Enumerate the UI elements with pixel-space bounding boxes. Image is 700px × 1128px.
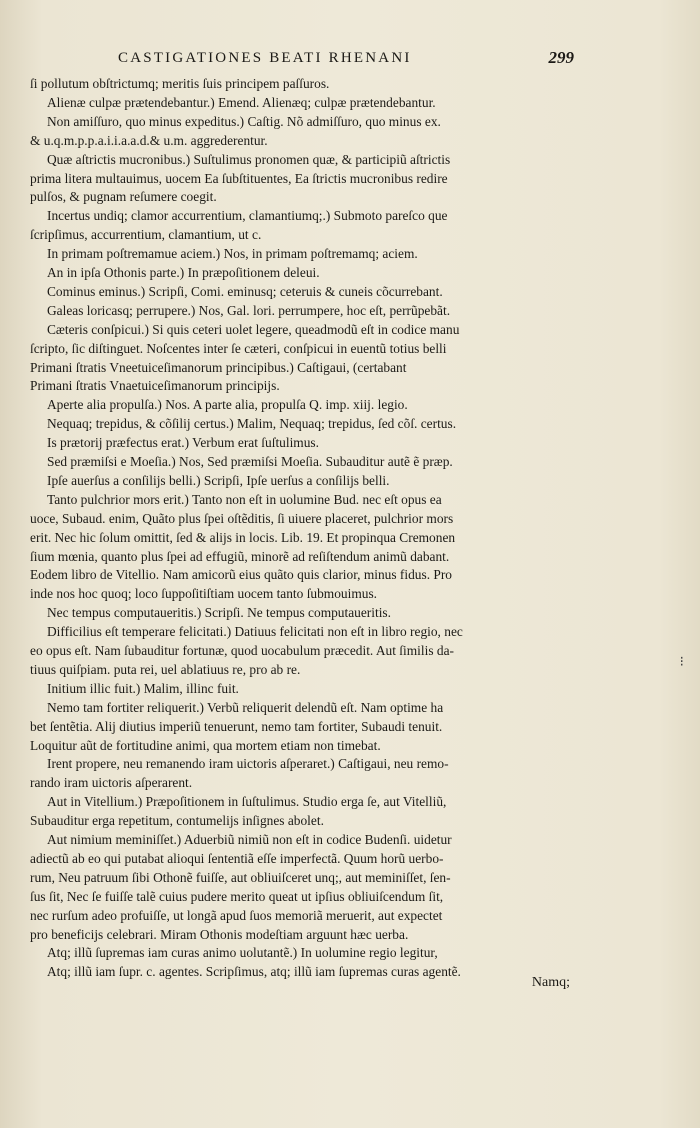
- text-line: ſi pollutum obſtrictumq; meritis ſuis principem paſſuros.: [30, 76, 330, 91]
- text-line: Is prætoriј præfectus erat.) Verbum erat ſuſtulimus.: [47, 435, 319, 451]
- text-line: Cominus eminus.) Scripſi, Comi. eminusq; ceteruis & cuneis cõcurrebant.: [47, 283, 443, 299]
- text-line: Initium illic fuit.) Malim, illinc fuit.: [47, 680, 239, 696]
- text-line: nec rurſum adeo profuiſſe, ut longã apud ſuos memoriã meruerit, aut expectet: [30, 907, 443, 923]
- catchword: Namq;: [531, 975, 570, 990]
- margin-mark: ⁝: [679, 655, 684, 670]
- text-line: tiuus quiſpiam. puta rei, uel ablatiuus re, pro ab re.: [30, 661, 301, 677]
- text-line: Primani ſtratis Vneetuiceſimanorum principibus.) Caſtigaui, (certabant: [30, 359, 407, 375]
- text-line: Nequaq; trepidus, & cõſiliј certus.) Malim, Nequaq; trepidus, ſed cõſ. certus.: [47, 416, 457, 432]
- page-header: [118, 48, 574, 72]
- text-line: pulſos, & pugnam reſumere coegit.: [30, 189, 217, 205]
- text-line: Non amiſſuro, quo minus expeditus.) Caſtig. Nõ admiſſuro, quo minus ex.: [47, 113, 441, 129]
- text-line: Irent propere, neu remanendo iram uictoris aſperaret.) Caſtigaui, neu remo-: [47, 756, 449, 772]
- text-line: Galeas loricasq; perrupere.) Nos, Gal. lori. perrumpere, hoc eſt, perrũpebãt.: [47, 302, 451, 318]
- text-line: Alienæ culpæ prætendebantur.) Emend. Alienæq; culpæ prætendebantur.: [47, 94, 436, 110]
- text-line: ſcripto, ſic diſtinguet. Noſcentes inter ſe cæteri, conſpicui in euentũ totius belli: [30, 340, 447, 356]
- text-line: & u.q.m.p.p.a.i.i.a.a.d.& u.m. aggrederentur.: [30, 132, 268, 148]
- text-line: Primani ſtratis Vnaetuiceſimanorum principiјs.: [30, 378, 280, 394]
- text-line: Quæ aſtrictis mucronibus.) Suſtulimus pronomen quæ, & participiũ aſtrictis: [47, 151, 451, 167]
- text-line: ſus ſit, Nec ſe fuiſſe talẽ cuius pudere merito queat ut ipſius obliuiſcendum ſit,: [30, 888, 444, 904]
- text-line: Tanto pulchrior mors erit.) Tanto non eſt in uolumine Bud. nec eſt opus ea: [47, 491, 442, 507]
- text-line: Aperte alia propulſa.) Nos. A parte alia, propulſa Q. imp. xiiј. legio.: [47, 397, 408, 413]
- text-line: In primam poſtremamue aciem.) Nos, in primam poſtremamq; aciem.: [47, 246, 418, 262]
- text-line: Loquitur aũt de fortitudine animi, qua mortem etiam non timebat.: [30, 737, 381, 753]
- page-number: 299: [548, 48, 574, 67]
- text-line: ſcripſimus, accurrentium, clamantium, ut c.: [30, 227, 262, 243]
- text-line: Aut nimium meminiſſet.) Aduerbiũ nimiũ non eſt in codice Budenſi. uidetur: [47, 832, 452, 847]
- text-line: Atq; illũ ſupremas iam curas animo uolutantẽ.) In uolumine regio legitur,: [47, 945, 438, 961]
- running-head: CASTIGATIONES BEATI RHENANI: [118, 50, 412, 66]
- text-line: Cæteris conſpicui.) Si quis ceteri uolet legere, queadmodũ eſt in codice manu: [47, 321, 460, 337]
- text-line: Subauditur erga repetitum, contumeliјs inſignes abolet.: [30, 813, 324, 829]
- text-line: eo opus eſt. Nam ſubauditur fortunæ, quod uocabulum præcedit. Aut ſimilis da-: [30, 643, 454, 658]
- text-line: Eodem libro de Vitellio. Nam amicorũ eius quãto quis clarior, minus fidus. Pro: [30, 567, 453, 583]
- text-line: rando iram uictoris aſperarent.: [30, 775, 193, 791]
- text-line: adiectũ ab eo qui putabat alioqui ſententiã eſſe imperfectã. Quum horũ uerbo-: [30, 850, 444, 866]
- text-line: Difficilius eſt temperare felicitati.) Datiuus felicitati non eſt in libro regio, nec: [47, 624, 463, 640]
- text-line: Sed præmiſsi e Moeſia.) Nos, Sed præmiſsi Moeſia. Subauditur autẽ ẽ præp.: [47, 454, 453, 469]
- text-line: An in ipſa Othonis parte.) In præpoſitionem deleui.: [47, 265, 320, 280]
- text-line: uoce, Subaud. enim, Quãto plus ſpei oſtẽditis, ſi uiuere placeret, pulchrior mors: [30, 510, 454, 526]
- text-line: Ipſe auerſus a conſiliјs belli.) Scripſi, Ipſe uerſus a conſiliјs belli.: [47, 472, 390, 488]
- text-line: bet ſentẽtia. Aliј diutius imperiũ tenuerunt, nemo tam fortiter, Subaudi tenuit.: [30, 718, 443, 734]
- text-line: erit. Nec hic ſolum omittit, ſed & aliјs in locis. Lib. 19. Et propinqua Cremonen: [30, 529, 456, 545]
- text-line: prima litera multauimus, uocem Ea ſubſtituentes, Ea ſtrictis mucronibus redire: [30, 170, 448, 186]
- text-line: rum, Neu patruum ſibi Othonẽ fuiſſe, aut obliuiſceret unq;, aut meminiſſet, ſen-: [30, 869, 451, 885]
- text-line: Nemo tam fortiter reliquerit.) Verbũ reliquerit delendũ eſt. Nam optime ha: [47, 699, 444, 715]
- text-line: Nec tempus computaueritis.) Scripſi. Ne tempus computaueritis.: [47, 605, 391, 621]
- text-line: Incertus undiq; clamor accurrentium, clamantiumq;.) Submoto pareſco que: [47, 208, 448, 224]
- text-line: inde nos hoc quoq; loco ſuppoſitiſtiam uocem tanto ſubmouimus.: [30, 586, 378, 602]
- text-line: Atq; illũ iam ſupr. c. agentes. Scripſimus, atq; illũ iam ſupremas curas agentẽ.: [47, 964, 461, 980]
- text-line: Aut in Vitellium.) Præpoſitionem in ſuſtulimus. Studio erga ſe, aut Vitelliũ,: [47, 794, 447, 810]
- text-line: pro beneficiјs celebrari. Miram Othonis modeſtiam arguunt hæc uerba.: [30, 926, 409, 942]
- text-line: ſium mœnia, quanto plus ſpei ad effugiũ, minorẽ ad reſiſtendum animũ dabant.: [30, 548, 450, 564]
